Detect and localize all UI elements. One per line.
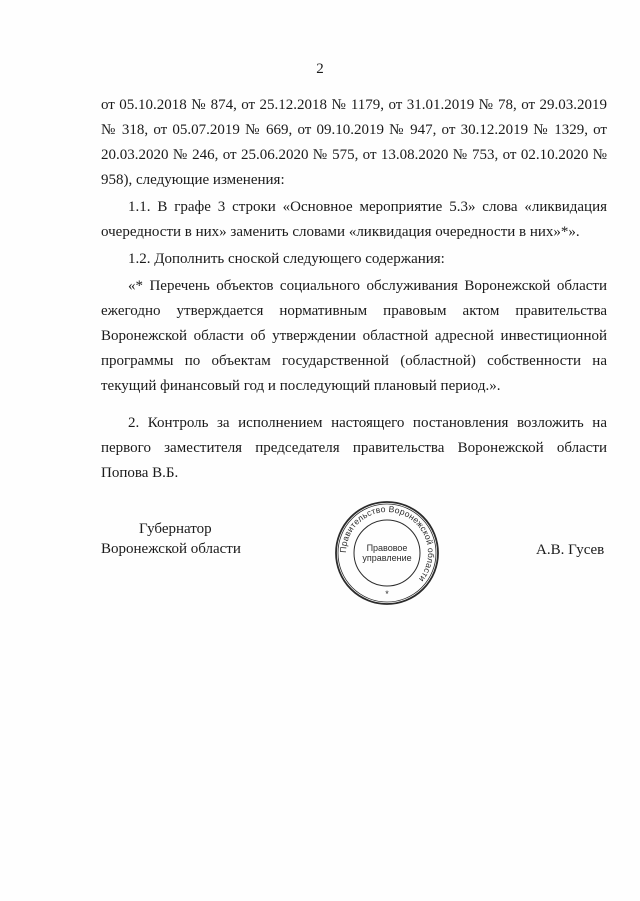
paragraph-clause-2: 2. Контроль за исполнением настоящего постановления возложить на первого заместителя председателя правительства Воронежской области Попова В.Б. [101, 415, 607, 481]
stamp-ring-text: Правительство Воронежской области [337, 503, 437, 585]
official-stamp [334, 500, 440, 606]
signatory-title [101, 519, 261, 559]
paragraph-clause-1-1: 1.1. В графе 3 строки «Основное мероприятие 5.3» слова «ликвидация очередности в них» заменить словами «ликвидация очередности в них»*». [101, 199, 607, 240]
signatory-name: А.В. Гусев [536, 542, 605, 558]
signatory-position: Губернатор [139, 521, 212, 537]
paragraph-clause-1-2: 1.2. Дополнить сноской следующего содержания: [128, 251, 445, 267]
signatory-region: Воронежской области [101, 541, 241, 557]
document-body [101, 93, 607, 486]
stamp-center-line1: Правовое [366, 543, 408, 553]
stamp-star: * [385, 589, 389, 599]
paragraph-footnote-text: «* Перечень объектов социального обслуживания Воронежской области ежегодно утверждается нормативным правовым актом правительства Воронежской области об утверждении областной адресной инвестиционной программы по объектам государственной (областной) собственности на текущий финансовый год и последующий плановый период.». [101, 278, 607, 394]
page-number: 2 [316, 61, 324, 77]
paragraph-amendments-list: от 05.10.2018 № 874, от 25.12.2018 № 1179, от 31.01.2019 № 78, от 29.03.2019 № 318, от 05.07.2019 № 669, от 09.10.2019 № 947, от 30.12.2019 № 1329, от 20.03.2020 № 246, от 25.06.2020 № 575, от 13.08.2020 № 753, от 02.10.2020 № 958), следующие изменения: [101, 97, 607, 188]
stamp-center-line2: управление [362, 553, 412, 563]
